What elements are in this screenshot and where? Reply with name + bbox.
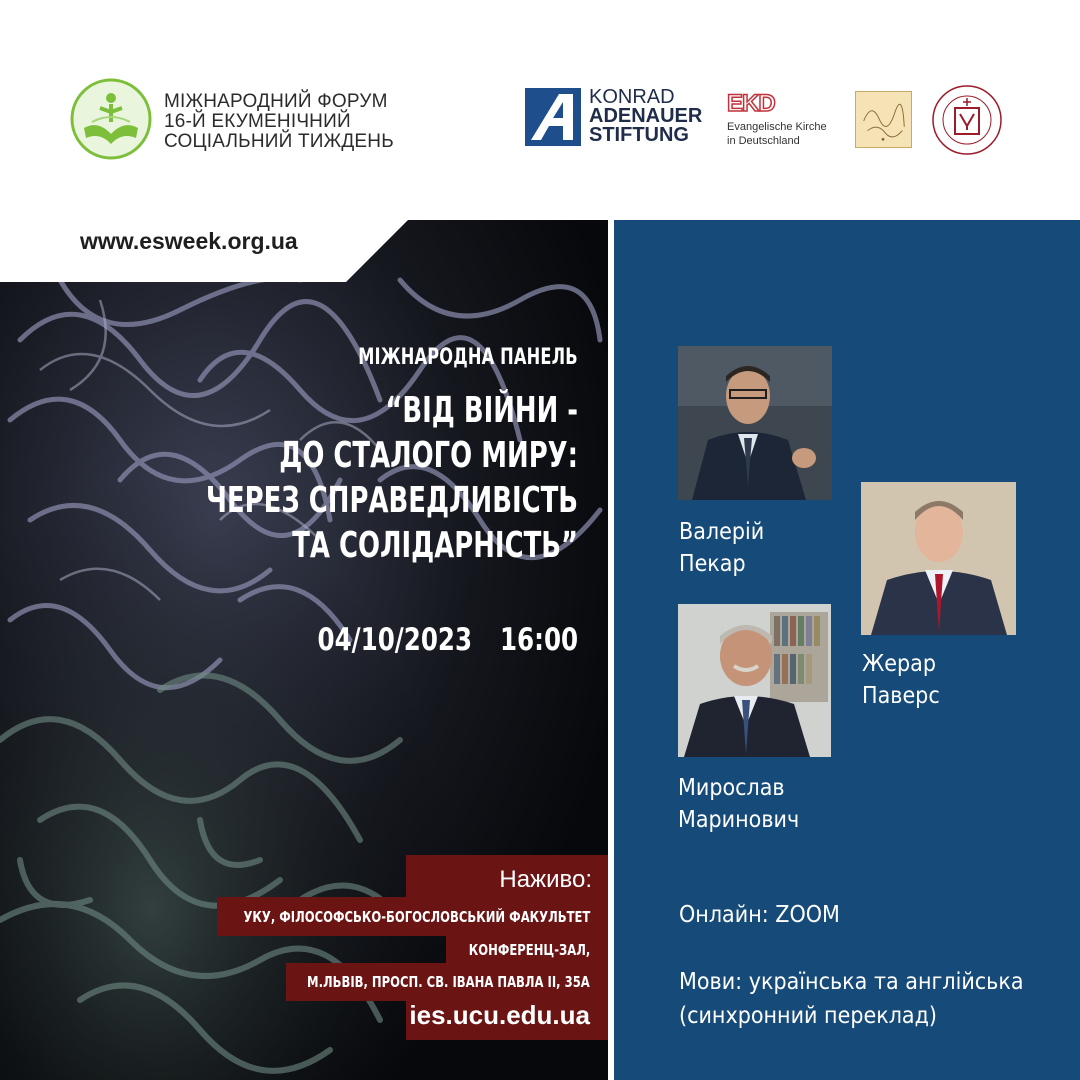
event-title-line: “ВІД ВІЙНИ -	[385, 390, 578, 431]
speaker-last-name: Пекар	[679, 551, 746, 577]
speaker-name-marynovych	[678, 772, 799, 836]
online-info: Онлайн: ZOOM	[679, 902, 840, 928]
event-time: 16:00	[499, 622, 578, 658]
kas-line: KONRAD	[589, 86, 675, 108]
speaker-first-name: Мирослав	[678, 775, 785, 801]
site-url-link[interactable]: www.esweek.org.ua	[80, 228, 298, 254]
ekd-mark: EKD	[727, 90, 775, 117]
forum-title	[164, 92, 394, 152]
event-kicker: МІЖНАРОДНА ПАНЕЛЬ	[358, 345, 578, 370]
event-title	[206, 388, 578, 568]
languages-line: Мови: українська та англійська	[679, 969, 1024, 995]
forum-title-line: МІЖНАРОДНИЙ ФОРУМ	[164, 91, 388, 112]
forum-title-line: СОЦІАЛЬНИЙ ТИЖДЕНЬ	[164, 131, 394, 152]
forum-logo	[70, 78, 152, 160]
portrait-image	[678, 604, 831, 757]
languages-info	[679, 965, 1024, 1033]
event-title-line: ДО СТАЛОГО МИРУ:	[279, 435, 578, 476]
event-datetime	[317, 622, 578, 658]
kas-line: ADENAUER	[589, 105, 703, 127]
event-date: 04/10/2023	[317, 622, 472, 658]
speaker-last-name: Маринович	[678, 807, 800, 833]
speaker-first-name: Жерар	[862, 651, 936, 677]
address-line: М.ЛЬВІВ, ПРОСП. СВ. ІВАНА ПАВЛА ІІ, 35А	[307, 973, 590, 991]
ekd-line: Evangelische Kirche	[727, 121, 827, 133]
forum-title-line: 16-Й ЕКУМЕНІЧНИЙ	[164, 111, 351, 132]
event-title-line: ЧЕРЕЗ СПРАВЕДЛИВІСТЬ	[205, 480, 578, 521]
kas-wordmark	[589, 88, 702, 145]
ekd-line: in Deutschland	[727, 135, 800, 147]
address-line: УКУ, ФІЛОСОФСЬКО-БОГОСЛОВСЬКИЙ ФАКУЛЬТЕТ	[243, 908, 590, 926]
ekd-logo	[727, 90, 847, 154]
ies-logo	[855, 91, 912, 148]
live-label: Наживо:	[499, 866, 592, 893]
kas-logo	[525, 88, 715, 150]
header	[0, 0, 1080, 220]
speaker-photo-pekar	[678, 346, 832, 500]
event-title-line: ТА СОЛІДАРНІСТЬ”	[292, 525, 578, 566]
speaker-photo-pauwers	[861, 482, 1016, 635]
speaker-name-pekar	[679, 516, 764, 580]
kas-mark-icon	[525, 88, 581, 146]
speaker-first-name: Валерій	[679, 519, 765, 545]
speaker-name-pauwers	[862, 648, 940, 712]
portrait-image	[861, 482, 1016, 635]
venue-url-link[interactable]: ies.ucu.edu.ua	[409, 1000, 590, 1030]
speaker-photo-marynovych	[678, 604, 831, 757]
kas-line: STIFTUNG	[589, 124, 689, 146]
languages-line: (синхронний переклад)	[679, 1003, 938, 1029]
portrait-image	[678, 346, 832, 500]
address-line: КОНФЕРЕНЦ-ЗАЛ,	[468, 941, 590, 959]
speaker-last-name: Паверс	[862, 683, 940, 709]
ucu-logo	[931, 84, 1003, 156]
ekd-subtitle	[727, 120, 847, 148]
